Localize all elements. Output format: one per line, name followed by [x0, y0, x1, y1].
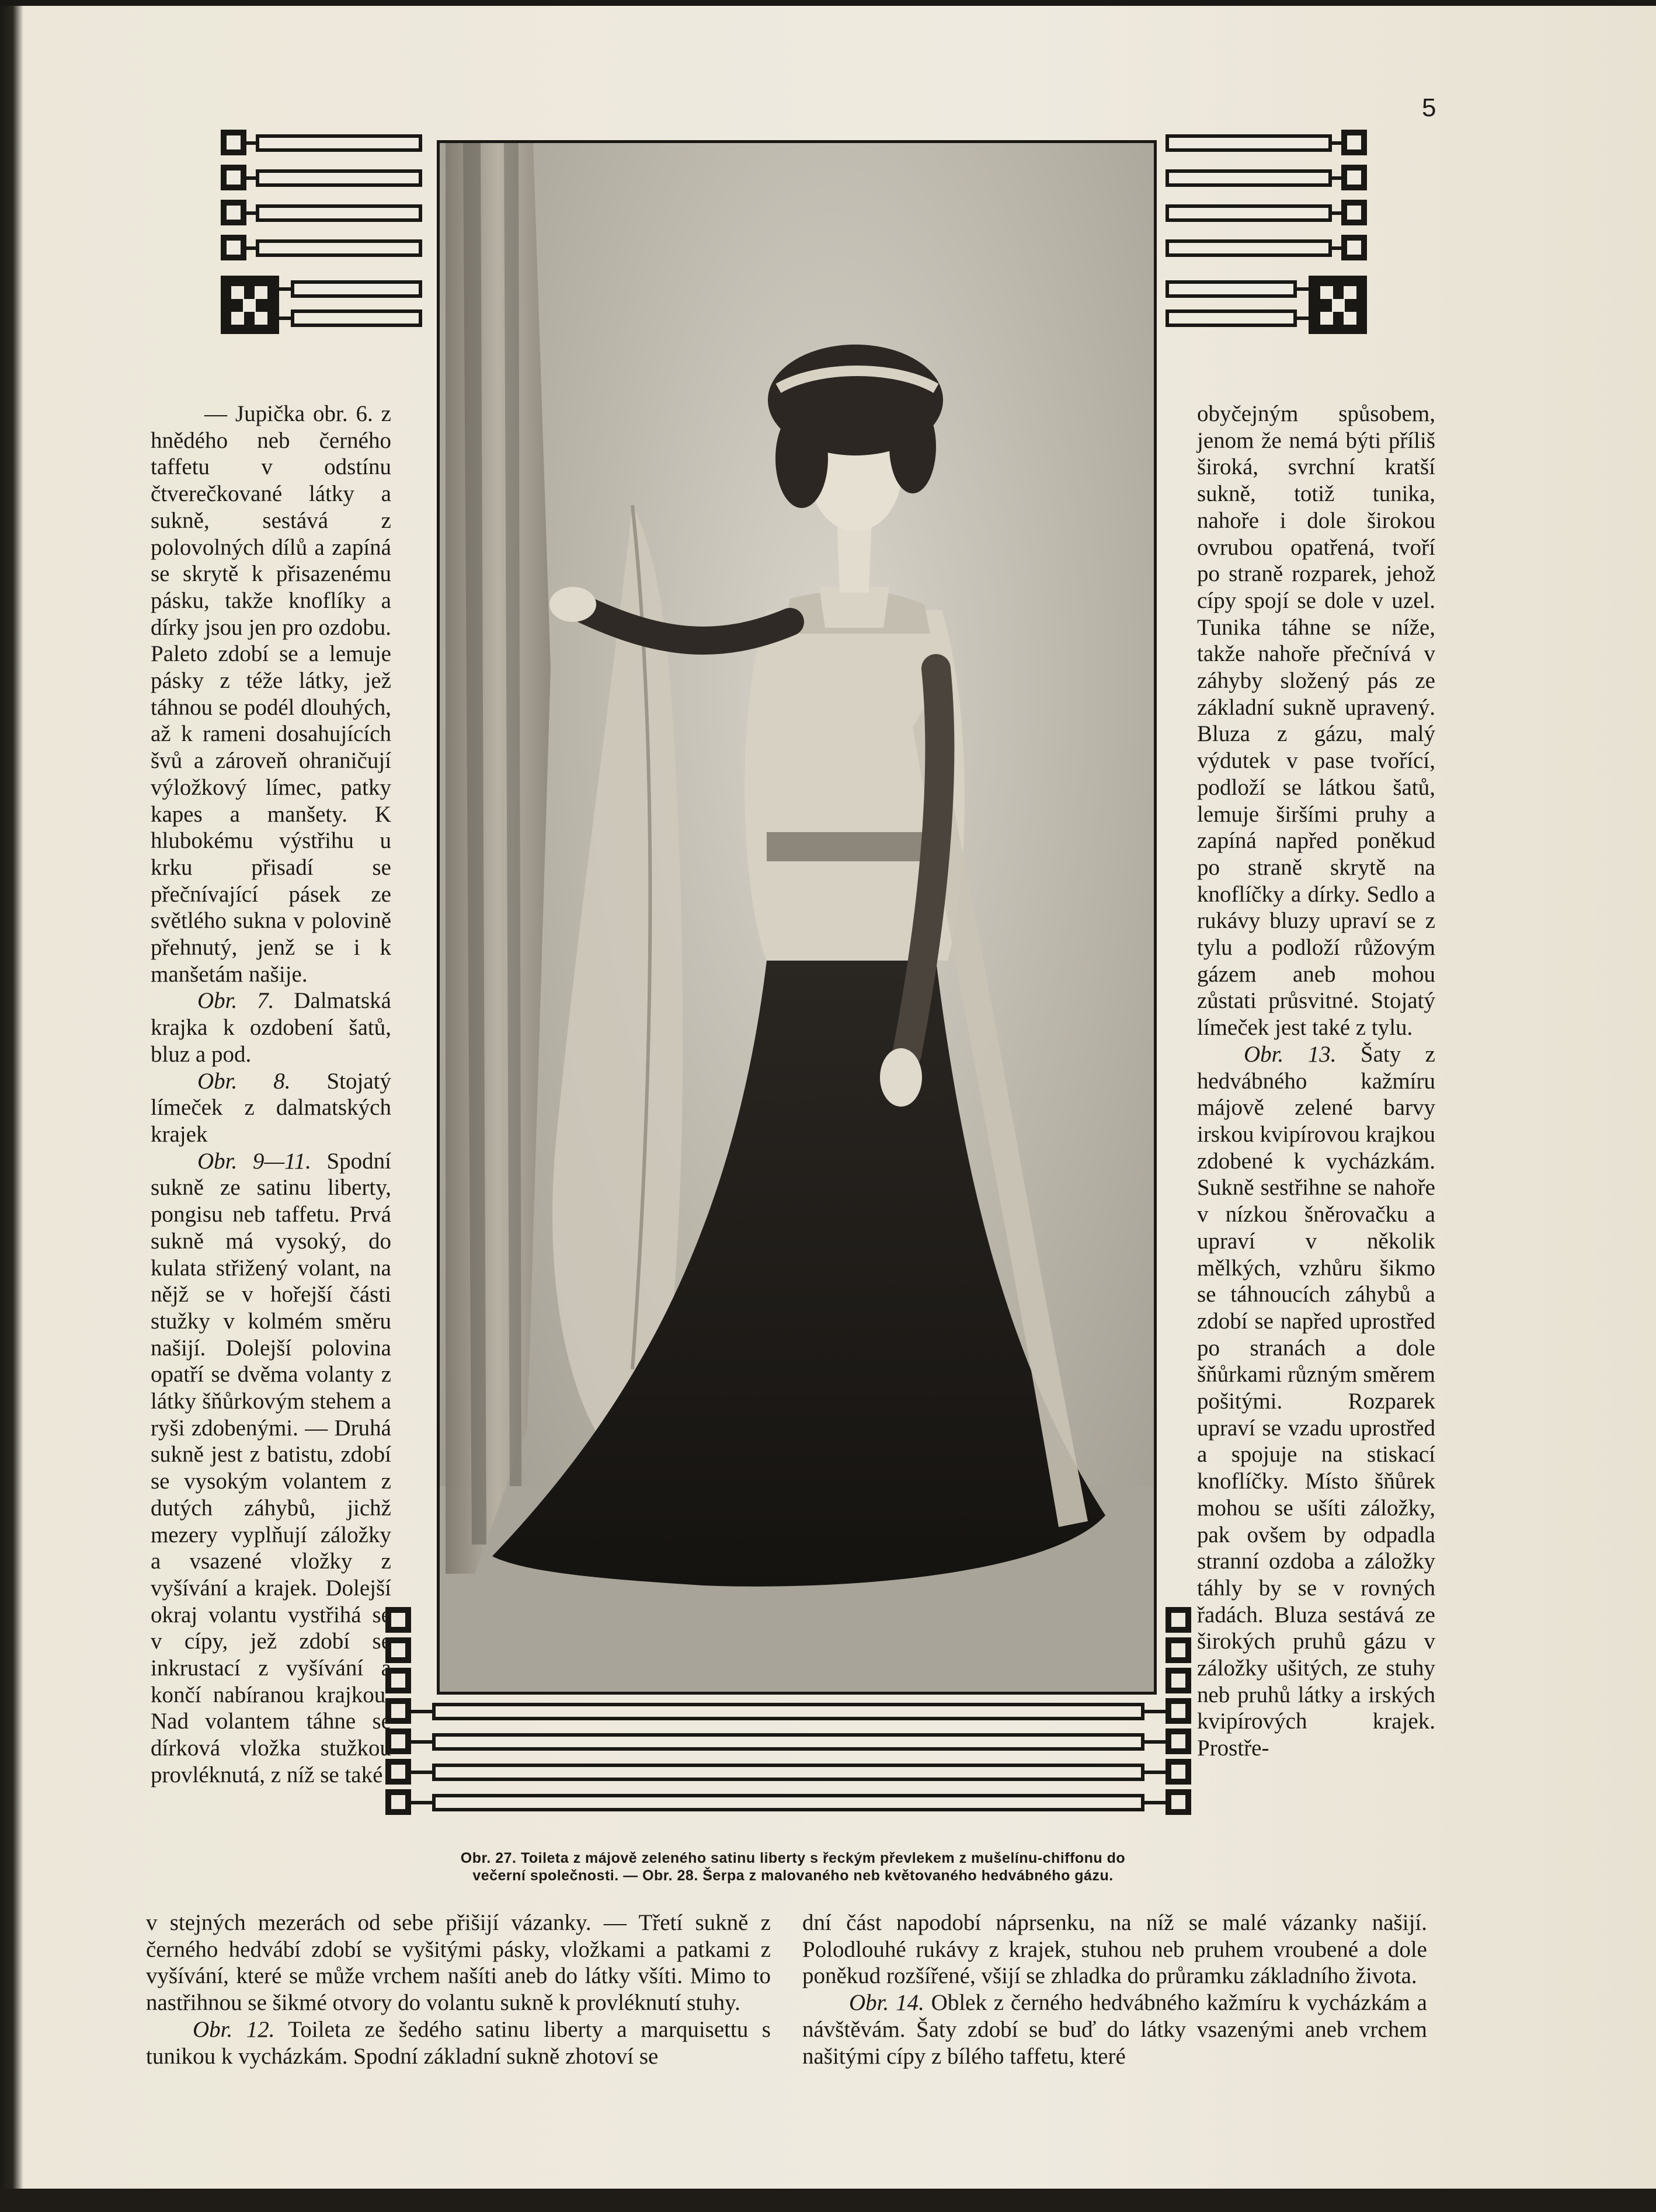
scan-top-edge — [0, 0, 1656, 6]
ornament-top-left — [221, 130, 422, 340]
bottom-left-paragraph-1: v stejných mezerách od sebe přišijí vázanky. — Třetí sukně z černého hedvábí zdobí se vyšitými pásky, vložkami a patkami z vyšívání, které se může vrchem našíti aneb do látky všíti. Mimo to nastřihnou se šikmé otvory do volantu sukně k provléknutí stuhy. — [146, 1910, 771, 2016]
bottom-left-column — [146, 1910, 771, 2070]
left-paragraph-obr8 — [151, 1068, 391, 1148]
obr7-label: Obr. 7. — [197, 988, 274, 1014]
obr9-11-label: Obr. 9—11. — [197, 1148, 311, 1174]
bottom-right-paragraph-obr14 — [802, 1990, 1427, 2070]
page-number: 5 — [1422, 93, 1436, 122]
left-column — [151, 401, 391, 1789]
caption-line-1: Obr. 27. Toileta z májově zeleného satinu liberty s řeckým převlekem z mušelínu-chiffonu do — [460, 1850, 1126, 1866]
bottom-left-paragraph-obr12 — [146, 2016, 771, 2070]
bottom-right-column — [802, 1910, 1427, 2070]
obr14-text: Oblek z černého hedvábného kažmíru k vycházkám a návštěvám. Šaty zdobí se buď do látky vsazenými aneb vrchem našitými cípy z bílého taffetu, které — [802, 1990, 1427, 2069]
obr12-label: Obr. 12. — [193, 2016, 275, 2042]
obr8-text: Stojatý límeček z dalmatských krajek — [151, 1068, 391, 1147]
figure-caption — [419, 1849, 1167, 1884]
left-paragraph-obr9-11 — [151, 1148, 391, 1789]
bottom-right-paragraph-1: dní část napodobí náprsenku, na níž se malé vázanky našijí. Polodlouhé rukávy z krajek, stuhou neb pruhem vroubené a dole poněkud rozšířené, všijí se zhladka do průramku základního života. — [802, 1910, 1427, 1989]
right-column — [1197, 401, 1435, 1762]
obr9-11-text: Spodní sukně ze satinu liberty, pongisu neb taffetu. Prvá sukně má vysoký, do kulata střižený volant, na nějž se v hořejší části stužky v kolmém směru našijí. Dolejší polovina opatří se dvěma volanty z látky šňůrkovým stehem a ryši zdobenými. — Druhá sukně jest z batistu, zdobí se vysokým volantem z dutých záhybů, jichž mezery vyplňují záložky a vsazené vložky z vyšívání a krajek. Dolejší okraj volantu vystřihá se v cípy, jež zdobí se inkrustací z vyšívání a končí nabíranou krajkou. Nad volantem táhne se dírková vložka stužkou provléknutá, z níž se také — [151, 1148, 391, 1787]
obr12-text: Toileta ze šedého satinu liberty a marquisettu s tunikou k vycházkám. Spodní základní sukně zhotoví se — [146, 2016, 771, 2069]
fashion-photograph — [437, 140, 1157, 1695]
ornament-top-right — [1166, 130, 1367, 340]
caption-line-2: večerní společnosti. — Obr. 28. Šerpa z malovaného neb květovaného hedvábného gázu. — [472, 1867, 1114, 1884]
obr14-label: Obr. 14. — [849, 1990, 924, 2016]
right-paragraph-obr13 — [1197, 1041, 1435, 1762]
photo-illustration — [440, 143, 1154, 1692]
obr7-text: Dalmatská krajka k ozdobení šatů, bluz a pod. — [151, 988, 391, 1067]
left-paragraph-jupicka: — Jupička obr. 6. z hnědého neb černého taffetu v odstínu čtverečkované látky a sukně, sestává z polovolných dílů a zapíná se skrytě k přisazenému pásku, takže knoflíky a dírky jsou jen pro ozdobu. Paleto zdobí se a lemuje pásky z téže látky, jež táhnou se podél dlouhých, až k rameni dosahujících švů a zároveň ohraničují výložkový límec, patky kapes a manšety. K hlubokému výstřihu u krku přisadí se přečnívající pásek ze světlého sukna v polovině přehnutý, jenž se i k manšetám našije. — [151, 401, 391, 987]
obr8-label: Obr. 8. — [197, 1068, 291, 1094]
right-paragraph-continuation: obyčejným spůsobem, jenom že nemá býti příliš široká, svrchní kratší sukně, totiž tunika, nahoře i dole širokou ovrubou opatřená, tvoří po straně rozparek, jehož cípy spojí se dole v uzel. Tunika táhne se níže, takže nahoře přečnívá v záhyby složený pás ze základní sukně upravený. Bluza z gázu, malý výdutek v pase tvořící, podloží se látkou šatů, lemuje širšími pruhy a zapíná napřed poněkud po straně skrytě na knoflíčky a dírky. Sedlo a rukávy bluzy upraví se z tylu a podloží růžovým gázem aneb mohou zůstati průsvitné. Stojatý límeček jest také z tylu. — [1197, 401, 1435, 1041]
obr13-label: Obr. 13. — [1244, 1041, 1337, 1067]
scan-bottom-edge — [0, 2189, 1656, 2212]
left-paragraph-obr7 — [151, 987, 391, 1067]
obr13-text: Šaty z hedvábného kažmíru májově zelené barvy irskou kvipírovou krajkou zdobené k vycházkám. Sukně sestřihne se nahoře v nízkou šněrovačku a upraví v několik mělkých, vzhůru šikmo se táhnoucích záhybů a zdobí se napřed uprostřed po stranách a dole šňůrkami různým směrem pošitými. Rozparek upraví se vzadu uprostřed a spojuje na stiskací knoflíčky. Místo šňůrek mohou se ušíti záložky, pak ovšem by odpadla stranní ozdoba a záložky táhly by se v rovných řadách. Bluza sestává ze širokých pruhů gázu v záložky ušitých, ze stuhy neb pruhů látky a irských kvipírových krajek. Prostře- — [1197, 1041, 1435, 1761]
ornament-bottom — [385, 1607, 1191, 1815]
